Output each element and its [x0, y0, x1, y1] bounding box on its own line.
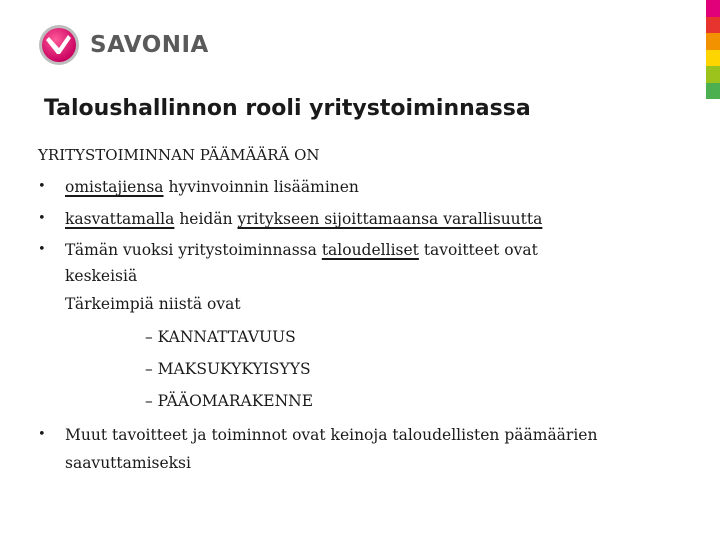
slide-title: Taloushallinnon rooli yritystoiminnassa: [44, 96, 531, 121]
underlined-term: yritykseen sijoittamaansa varallisuutta: [237, 210, 543, 228]
strip-segment: [706, 33, 720, 50]
savonia-logo-icon: [38, 24, 80, 66]
bullet-dot: •: [38, 427, 46, 442]
bullet-text-line1: Muut tavoitteet ja toiminnot ovat keinoja taloudellisten päämäärien: [65, 426, 598, 444]
bullet-text: Tämän vuoksi yritystoiminnassa: [65, 241, 322, 259]
bullet-item-3: [38, 239, 538, 315]
strip-segment: [706, 83, 720, 100]
bullet-dot: •: [38, 211, 46, 226]
bullet-text-line3: Tärkeimpiä niistä ovat: [65, 295, 241, 313]
strip-segment: [706, 17, 720, 34]
bullet-text: tavoitteet ovat: [418, 241, 538, 259]
strip-segment: [706, 50, 720, 67]
bullet-item-4: [38, 424, 597, 474]
brand-color-strip: [706, 0, 720, 99]
sub-item-paaomarakenne: – PÄÄOMARAKENNE: [145, 392, 314, 410]
strip-segment: [706, 66, 720, 83]
intro-heading: YRITYSTOIMINNAN PÄÄMÄÄRÄ ON: [38, 146, 320, 164]
bullet-item-1: [38, 176, 359, 198]
bullet-text: hyvinvoinnin lisääminen: [163, 178, 359, 196]
savonia-logo: [38, 24, 209, 66]
bullet-dot: •: [38, 242, 46, 257]
underlined-term: taloudelliset: [321, 241, 419, 259]
sub-item-kannattavuus: – KANNATTAVUUS: [145, 328, 296, 346]
sub-item-maksukykyisyys: – MAKSUKYKYISYYS: [145, 360, 311, 378]
bullet-text-line2: saavuttamiseksi: [65, 454, 191, 472]
strip-segment: [706, 0, 720, 17]
underlined-term: omistajiensa: [65, 178, 164, 196]
logo-text: SAVONIA: [90, 32, 209, 58]
bullet-dot: •: [38, 179, 46, 194]
bullet-text-line2: keskeisiä: [65, 267, 138, 285]
bullet-text: heidän: [174, 210, 238, 228]
underlined-term: kasvattamalla: [65, 210, 175, 228]
bullet-item-2: [38, 208, 542, 230]
